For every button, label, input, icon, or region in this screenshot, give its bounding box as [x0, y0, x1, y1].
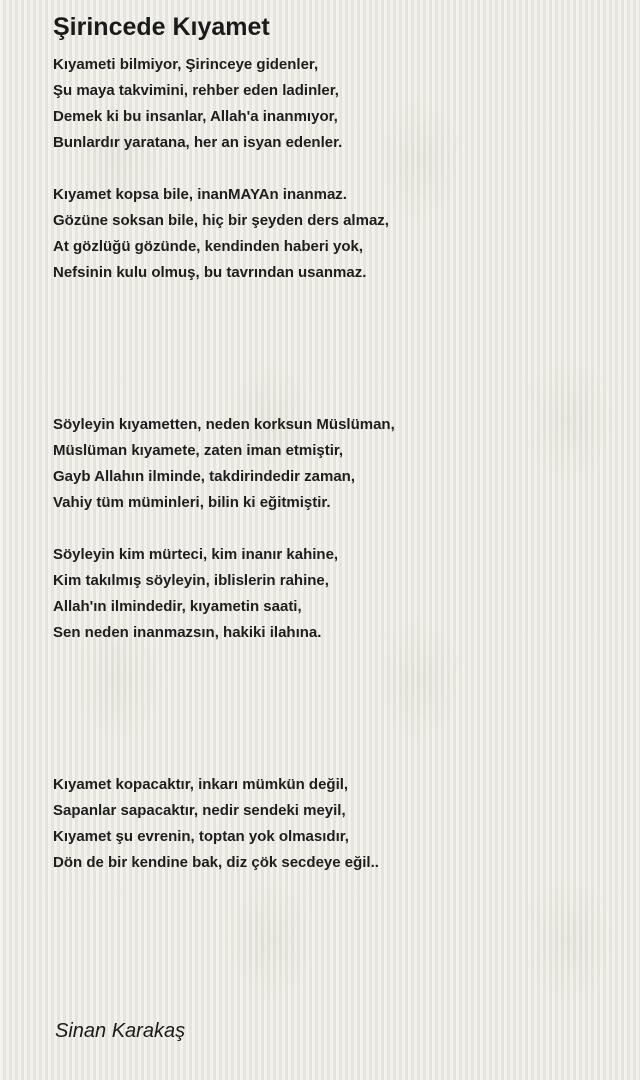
poem-line: Gözüne soksan bile, hiç bir şeyden ders almaz,	[53, 212, 389, 229]
poem-line: Kıyamet kopacaktır, inkarı mümkün değil,	[53, 776, 349, 793]
poem-line: Demek ki bu insanlar, Allah'a inanmıyor,	[53, 108, 338, 125]
poem-line: Vahiy tüm müminleri, bilin ki eğitmiştir.	[53, 494, 331, 511]
section-spacer	[53, 286, 613, 412]
stanza-spacer	[53, 156, 613, 182]
poem-line: Gayb Allahın ilminde, takdirindedir zaman,	[53, 468, 356, 485]
poem-title: Şirincede Kıyamet	[53, 13, 270, 41]
poem-line: Kıyameti bilmiyor, Şirinceye gidenler,	[53, 56, 319, 73]
poem-line: Nefsinin kulu olmuş, bu tavrından usanmaz.	[53, 264, 367, 281]
poem-author: Sinan Karakaş	[55, 1020, 186, 1042]
stanza-1	[53, 52, 613, 156]
poem-line: Söyleyin kıyametten, neden korksun Müslüman,	[53, 416, 395, 433]
poem-line: Allah'ın ilmindedir, kıyametin saati,	[53, 598, 302, 615]
poem-line: Sapanlar sapacaktır, nedir sendeki meyil,	[53, 802, 346, 819]
poem-line: Kıyamet kopsa bile, inanMAYAn inanmaz.	[53, 186, 347, 203]
stanza-5	[53, 772, 613, 876]
poem-body	[53, 52, 613, 876]
poem-line: Sen neden inanmazsın, hakiki ilahına.	[53, 624, 322, 641]
section-spacer	[53, 646, 613, 772]
stanza-3	[53, 412, 613, 516]
poem-line: Şu maya takvimini, rehber eden ladinler,	[53, 82, 339, 99]
stanza-2	[53, 182, 613, 286]
stanza-4	[53, 542, 613, 646]
poem-line: At gözlüğü gözünde, kendinden haberi yok,	[53, 238, 364, 255]
poem-line: Kim takılmış söyleyin, iblislerin rahine,	[53, 572, 329, 589]
stanza-spacer	[53, 516, 613, 542]
poem-line: Kıyamet şu evrenin, toptan yok olmasıdır,	[53, 828, 349, 845]
poem-line: Bunlardır yaratana, her an isyan edenler.	[53, 134, 343, 151]
poem-line: Dön de bir kendine bak, diz çök secdeye eğil..	[53, 854, 379, 871]
poem-line: Söyleyin kim mürteci, kim inanır kahine,	[53, 546, 339, 563]
poem-line: Müslüman kıyamete, zaten iman etmiştir,	[53, 442, 344, 459]
